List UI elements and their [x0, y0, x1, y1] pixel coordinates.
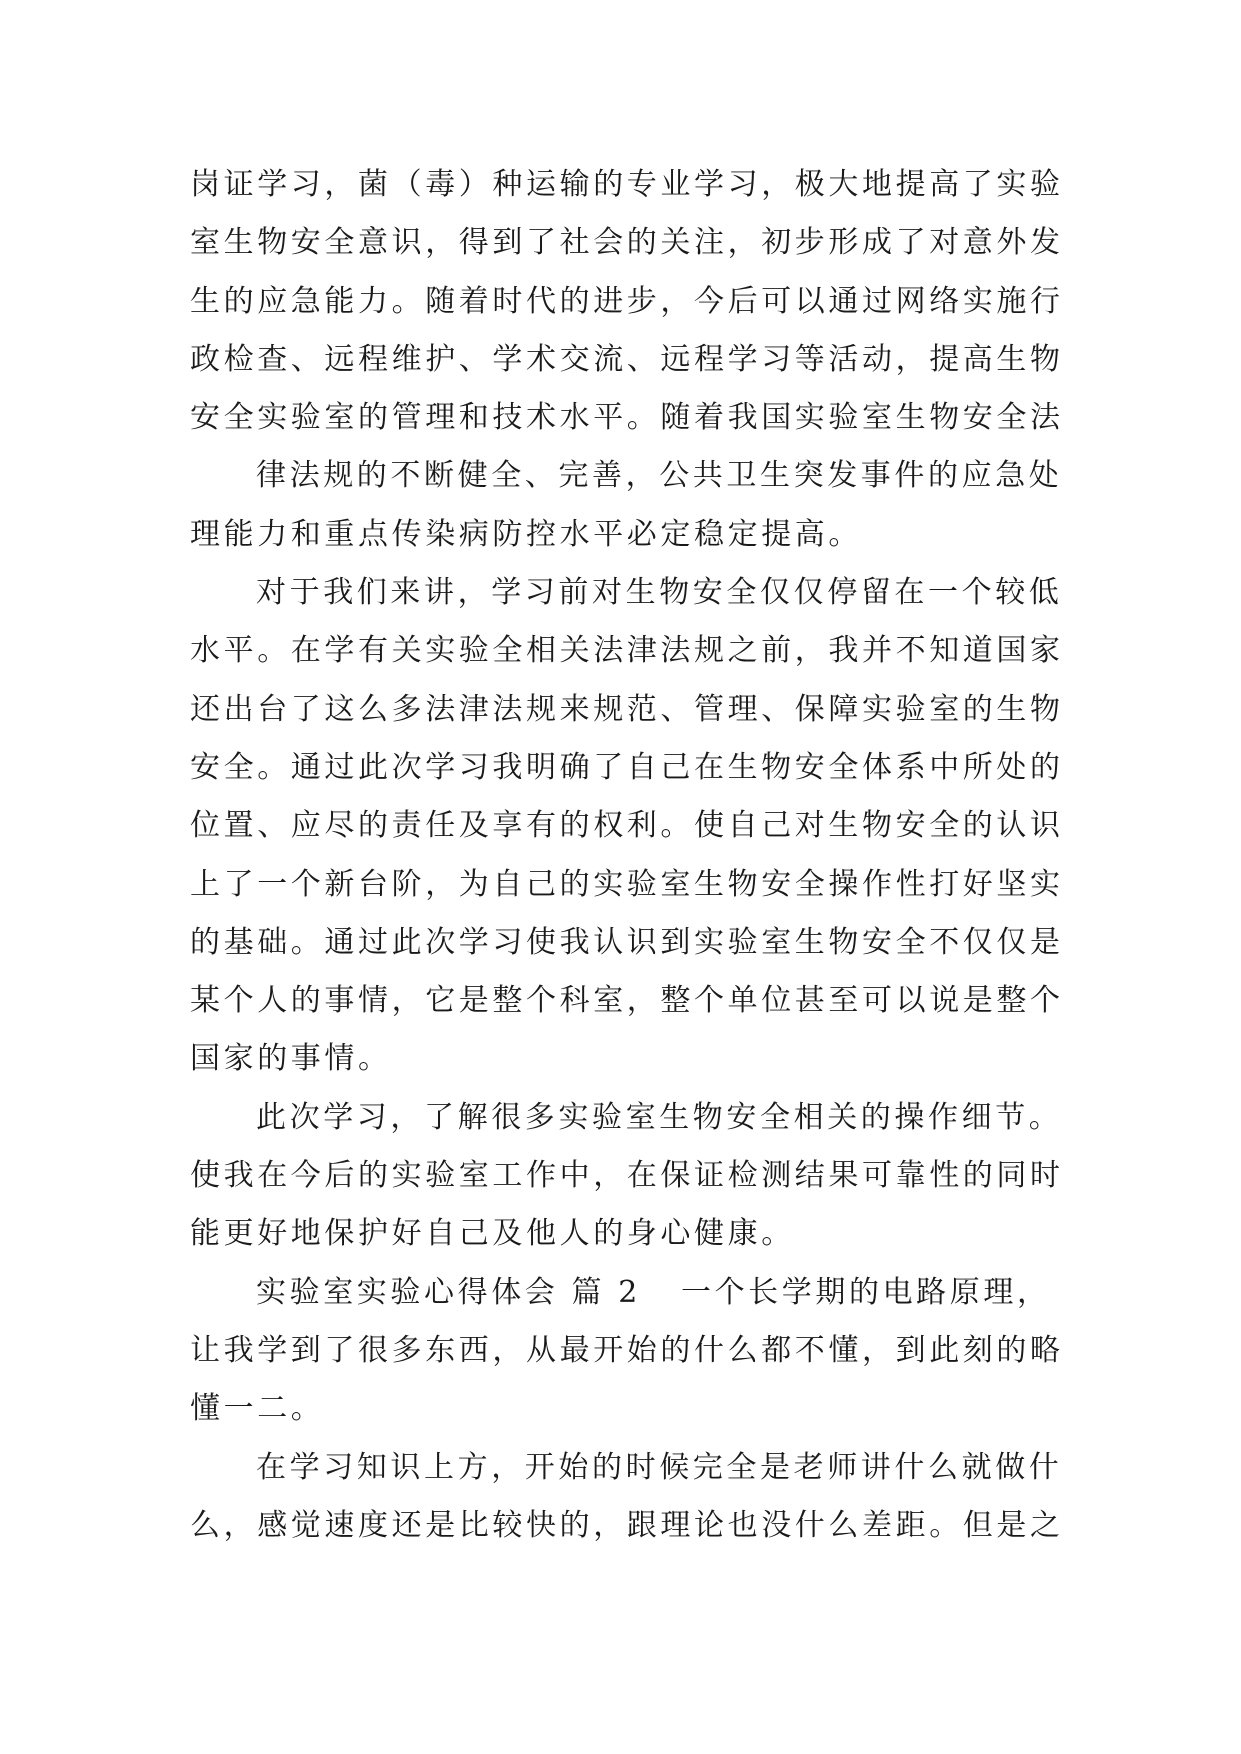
section-heading-line: [190, 1264, 1070, 1322]
text-line: 一个长学期的电路原理，: [680, 1274, 1051, 1310]
text-line: 让我学到了很多东西，从最开始的什么都不懂，到此刻的略: [190, 1332, 1064, 1368]
text-line: 岗证学习，菌（毒）种运输的专业学习，极大地提高了实验: [190, 167, 1064, 202]
text-line: 律法规的不断健全、完善，公共卫生突发事件的应急处: [256, 458, 1063, 494]
text-line: 生的应急能力。随着时代的进步，今后可以通过网络实施行: [190, 283, 1064, 319]
text-line: 此次学习，了解很多实验室生物安全相关的操作细节。: [256, 1099, 1063, 1135]
text-line: 安全实验室的管理和技术水平。随着我国实验室生物安全法: [190, 400, 1064, 436]
text-line: 还出台了这么多法津法规来规范、管理、保障实验室的生物: [190, 691, 1064, 727]
text-line: 室生物安全意识，得到了社会的关注，初步形成了对意外发: [190, 225, 1064, 261]
text-line: 理能力和重点传染病防控水平必定稳定提高。: [190, 516, 862, 552]
text-line: 水平。在学有关实验全相关法津法规之前，我并不知道国家: [190, 633, 1064, 669]
text-line: 在学习知识上方，开始的时候完全是老师讲什么就做什: [256, 1449, 1063, 1485]
text-line: 使我在今后的实验室工作中，在保证检测结果可靠性的同时: [190, 1158, 1064, 1194]
text-line: 位置、应尽的责任及享有的权利。使自己对生物安全的认识: [190, 808, 1064, 844]
text-line: 政检查、远程维护、学术交流、远程学习等活动，提高生物: [190, 341, 1064, 377]
text-line: 安全。通过此次学习我明确了自己在生物安全体系中所处的: [190, 749, 1064, 785]
text-line: 上了一个新台阶，为自己的实验室生物安全操作性打好坚实: [190, 866, 1064, 902]
text-line: 某个人的事情，它是整个科室，整个单位甚至可以说是整个: [190, 983, 1064, 1019]
text-line: 能更好地保护好自己及他人的身心健康。: [190, 1216, 795, 1252]
text-line: 懂一二。: [190, 1391, 325, 1427]
text-line: 国家的事情。: [190, 1041, 392, 1077]
text-line: 对于我们来讲，学习前对生物安全仅仅停留在一个较低: [256, 575, 1063, 611]
section-heading: 实验室实验心得体会 篇 2: [256, 1274, 641, 1310]
text-line: 的基础。通过此次学习使我认识到实验室生物安全不仅仅是: [190, 924, 1064, 960]
document-body: [190, 156, 1070, 1555]
text-line: 么，感觉速度还是比较快的，跟理论也没什么差距。但是之: [190, 1507, 1064, 1543]
